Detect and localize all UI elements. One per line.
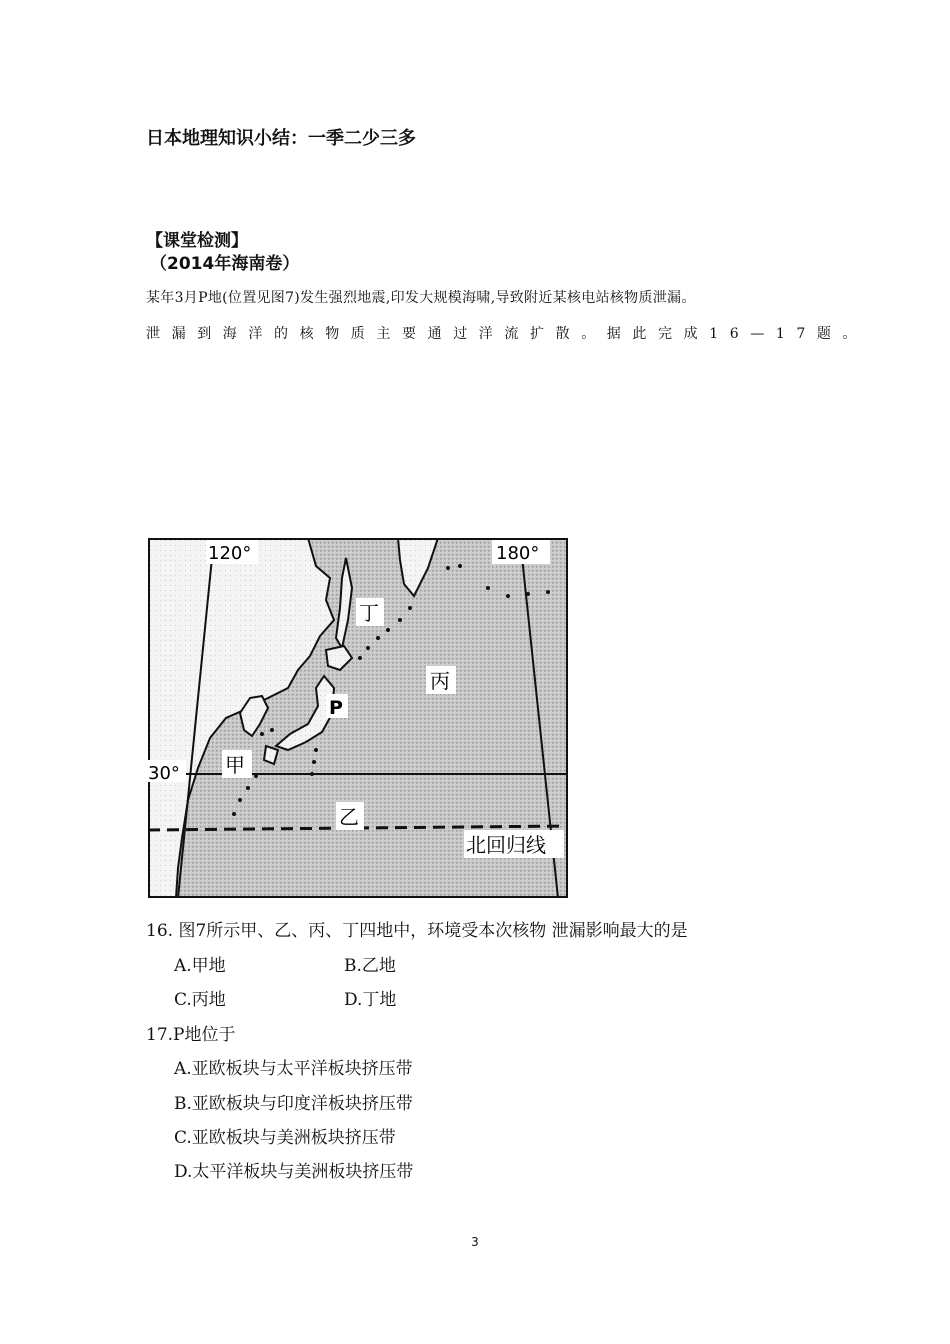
label-ding: 丁 bbox=[359, 601, 379, 625]
q17-option-d: D.太平洋板块与美洲板块挤压带 bbox=[174, 1162, 414, 1182]
q16-option-d: D.丁地 bbox=[344, 990, 397, 1010]
q16-option-a: A.甲地 bbox=[174, 956, 226, 976]
label-p: P bbox=[329, 697, 343, 719]
question-17-stem: 17.P地位于 bbox=[146, 1025, 236, 1045]
page-title: 日本地理知识小结：一季二少三多 bbox=[146, 128, 416, 149]
label-jia: 甲 bbox=[225, 753, 245, 777]
question-16-stem: 16. 图7所示甲、乙、丙、丁四地中，环境受本次核物 泄漏影响最大的是 bbox=[146, 921, 688, 941]
intro-line-1: 某年3月P地(位置见图7)发生强烈地震,印发大规模海啸,导致附近某核电站核物质泄漏。 bbox=[146, 290, 696, 306]
source-label: （2014年海南卷） bbox=[150, 254, 300, 274]
label-bing: 丙 bbox=[430, 669, 450, 693]
label-tropic: 北回归线 bbox=[466, 833, 546, 857]
label-yi: 乙 bbox=[339, 805, 359, 829]
label-30: 30° bbox=[148, 763, 180, 784]
label-180: 180° bbox=[496, 543, 540, 564]
section-heading: 【课堂检测】 bbox=[146, 231, 248, 251]
page-number: 3 bbox=[471, 1235, 479, 1249]
q16-option-b: B.乙地 bbox=[344, 956, 396, 976]
q17-option-a: A.亚欧板块与太平洋板块挤压带 bbox=[174, 1059, 413, 1079]
map-figure bbox=[148, 538, 568, 898]
q16-option-c: C.丙地 bbox=[174, 990, 226, 1010]
q17-option-b: B.亚欧板块与印度洋板块挤压带 bbox=[174, 1094, 413, 1114]
intro-line-2: 泄漏到海洋的核物质主要通过洋流扩散。据此完成16—17题。 bbox=[146, 326, 869, 342]
q17-option-c: C.亚欧板块与美洲板块挤压带 bbox=[174, 1128, 396, 1148]
label-120: 120° bbox=[208, 543, 252, 564]
